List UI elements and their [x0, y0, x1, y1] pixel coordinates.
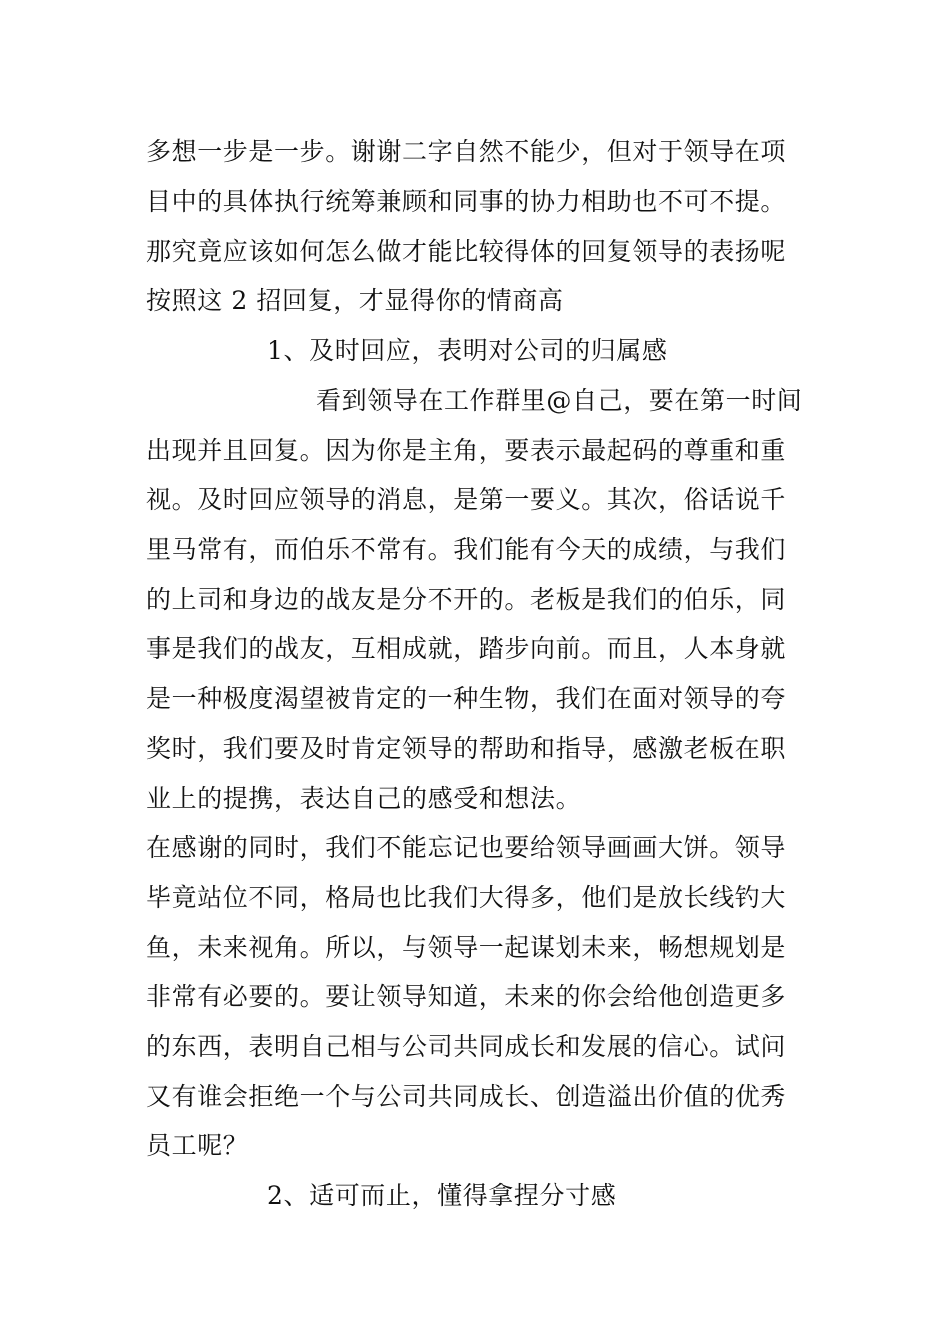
paragraph-line: 非常有必要的。要让领导知道，未来的你会给他创造更多: [146, 982, 787, 1011]
paragraph-line: 奖时，我们要及时肯定领导的帮助和指导，感激老板在职: [146, 734, 787, 763]
section-heading-1: 1、及时回应，表明对公司的归属感: [267, 336, 668, 365]
paragraph-line: 是一种极度渴望被肯定的一种生物，我们在面对领导的夸: [146, 684, 787, 713]
paragraph-line: 鱼，未来视角。所以，与领导一起谋划未来，畅想规划是: [146, 933, 787, 962]
paragraph-line: 按照这 2 招回复，才显得你的情商高: [146, 286, 564, 315]
paragraph-line: 毕竟站位不同，格局也比我们大得多，他们是放长线钓大: [146, 883, 787, 912]
paragraph-line: 的上司和身边的战友是分不开的。老板是我们的伯乐，同: [146, 585, 787, 614]
paragraph-line: 业上的提携，表达自己的感受和想法。: [146, 784, 582, 813]
section-heading-2: 2、适可而止，懂得拿捏分寸感: [267, 1181, 617, 1210]
paragraph-line: 多想一步是一步。谢谢二字自然不能少，但对于领导在项: [146, 137, 787, 166]
paragraph-line: 的东西，表明自己相与公司共同成长和发展的信心。试问: [146, 1032, 787, 1061]
paragraph-line: 目中的具体执行统筹兼顾和同事的协力相助也不可不提。: [146, 187, 787, 216]
paragraph-line: 那究竟应该如何怎么做才能比较得体的回复领导的表扬呢: [146, 237, 787, 266]
paragraph-line: 员工呢？: [146, 1131, 249, 1160]
paragraph-line: 出现并且回复。因为你是主角，要表示最起码的尊重和重: [146, 436, 787, 465]
paragraph-line: 在感谢的同时，我们不能忘记也要给领导画画大饼。领导: [146, 833, 787, 862]
paragraph-line: 里马常有，而伯乐不常有。我们能有今天的成绩，与我们: [146, 535, 787, 564]
paragraph-line: 事是我们的战友，互相成就，踏步向前。而且，人本身就: [146, 634, 787, 663]
paragraph-line: 又有谁会拒绝一个与公司共同成长、创造溢出价值的优秀: [146, 1082, 787, 1111]
paragraph-line: 视。及时回应领导的消息，是第一要义。其次，俗话说千: [146, 485, 787, 514]
paragraph-line: 看到领导在工作群里@自己，要在第一时间: [316, 386, 803, 415]
